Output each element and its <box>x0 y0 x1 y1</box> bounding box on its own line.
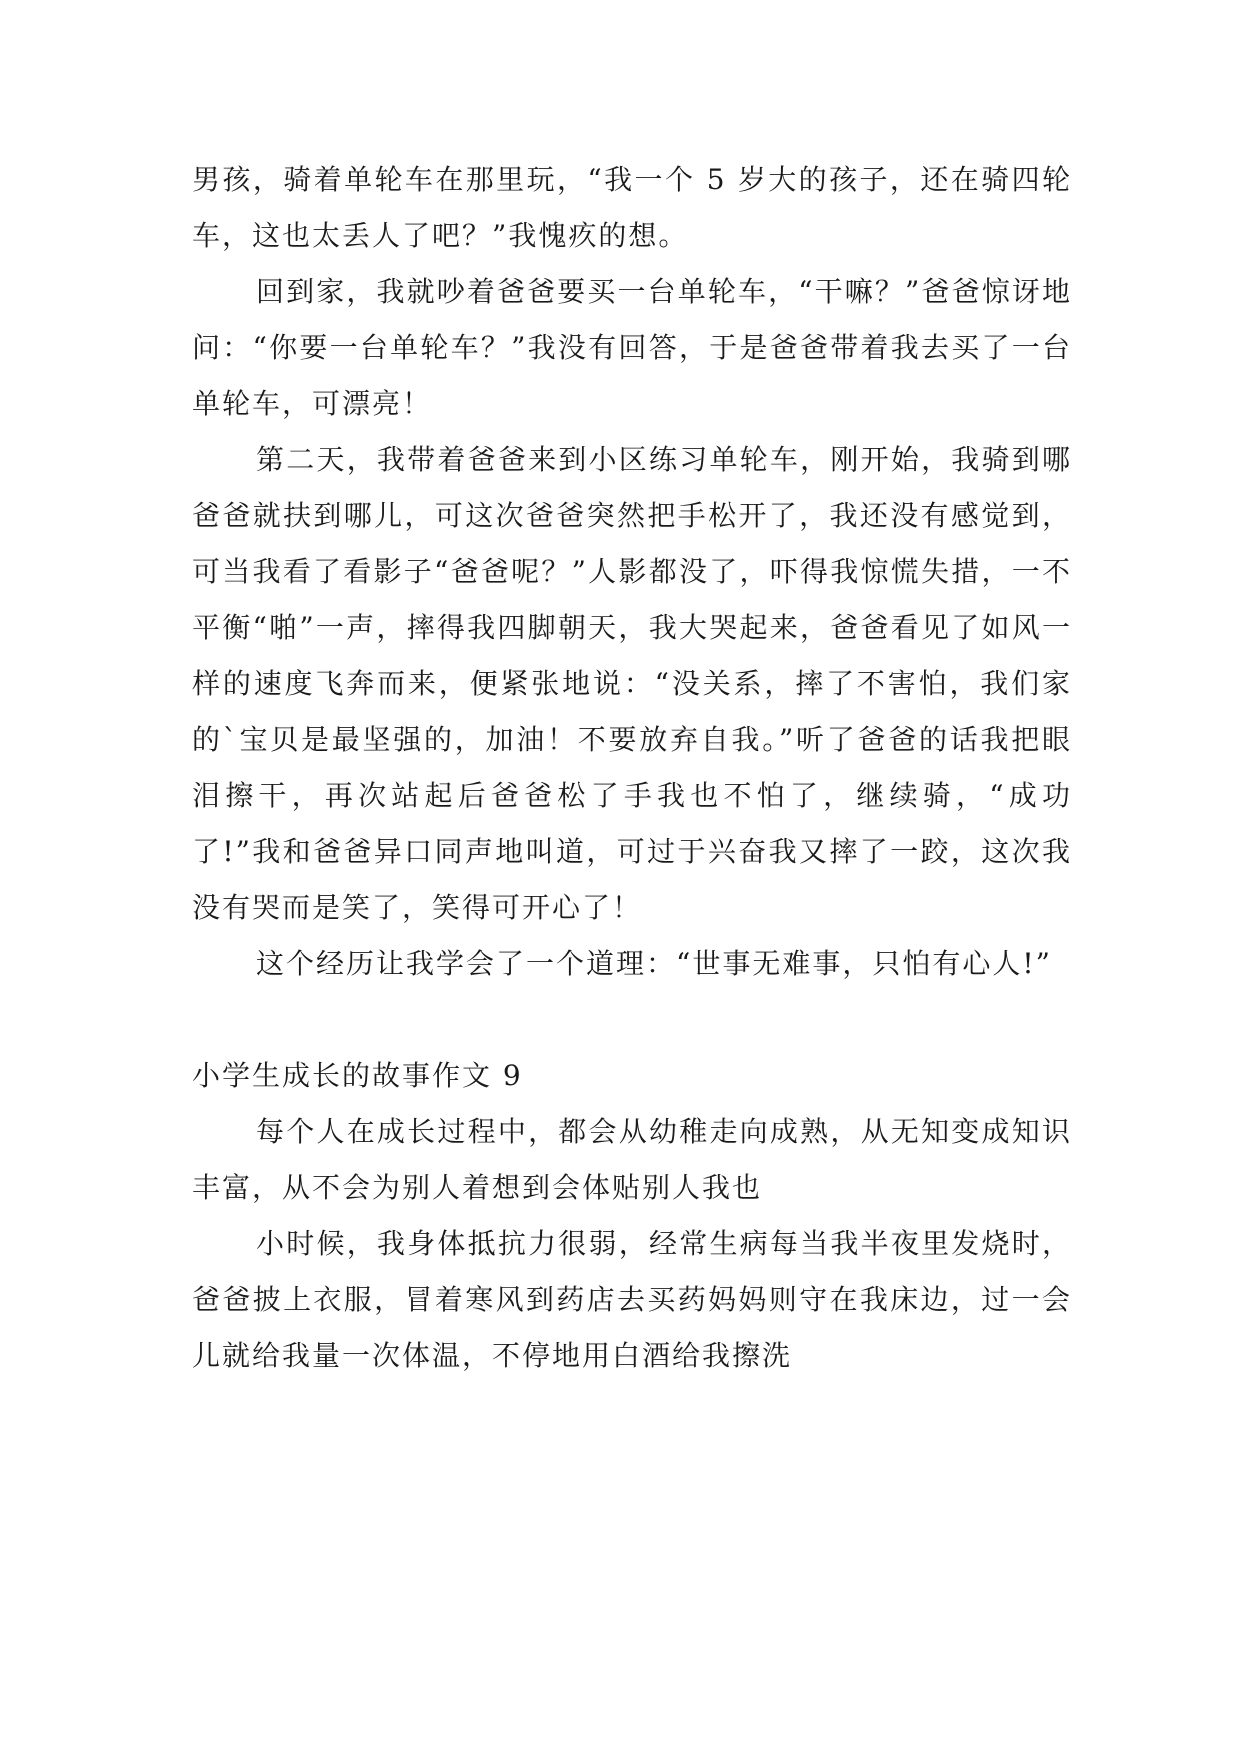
paragraph-lesson: 这个经历让我学会了一个道理：“世事无难事，只怕有心人!” <box>256 947 1052 980</box>
paragraph-second-day: 第二天，我带着爸爸来到小区练习单轮车，刚开始，我骑到哪爸爸就扶到哪儿，可这次爸爸突然把手松开了，我还没有感觉到，可当我看了看影子“爸爸呢？”人影都没了，吓得我惊慌失措，一不平衡“啪”一声，摔得我四脚朝天，我大哭起来，爸爸看见了如风一样的速度飞奔而来，便紧张地说：“没关系，摔了不害怕，我们家的`宝贝是最坚强的，加油！不要放弃自我。”听了爸爸的话我把眼泪擦干，再次站起后爸爸松了手我也不怕了，继续骑，“成功了!”我和爸爸异口同声地叫道，可过于兴奋我又摔了一跤，这次我没有哭而是笑了，笑得可开心了！ <box>192 443 1072 924</box>
paragraph-back-home: 回到家，我就吵着爸爸要买一台单轮车，“干嘛？”爸爸惊讶地问：“你要一台单轮车？”我没有回答，于是爸爸带着我去买了一台单轮车，可漂亮！ <box>192 275 1072 420</box>
document-body <box>192 152 1072 1384</box>
section-spacer <box>192 992 1072 1048</box>
paragraph-childhood: 小时候，我身体抵抗力很弱，经常生病每当我半夜里发烧时，爸爸披上衣服，冒着寒风到药店去买药妈妈则守在我床边，过一会儿就给我量一次体温，不停地用白酒给我擦洗 <box>192 1227 1072 1372</box>
section-title: 小学生成长的故事作文 9 <box>192 1059 523 1092</box>
paragraph-continued: 男孩，骑着单轮车在那里玩，“我一个 5 岁大的孩子，还在骑四轮车，这也太丢人了吧？”我愧疚的想。 <box>192 163 1072 252</box>
paragraph-growth-intro: 每个人在成长过程中，都会从幼稚走向成熟，从无知变成知识丰富，从不会为别人着想到会体贴别人我也 <box>192 1115 1072 1204</box>
